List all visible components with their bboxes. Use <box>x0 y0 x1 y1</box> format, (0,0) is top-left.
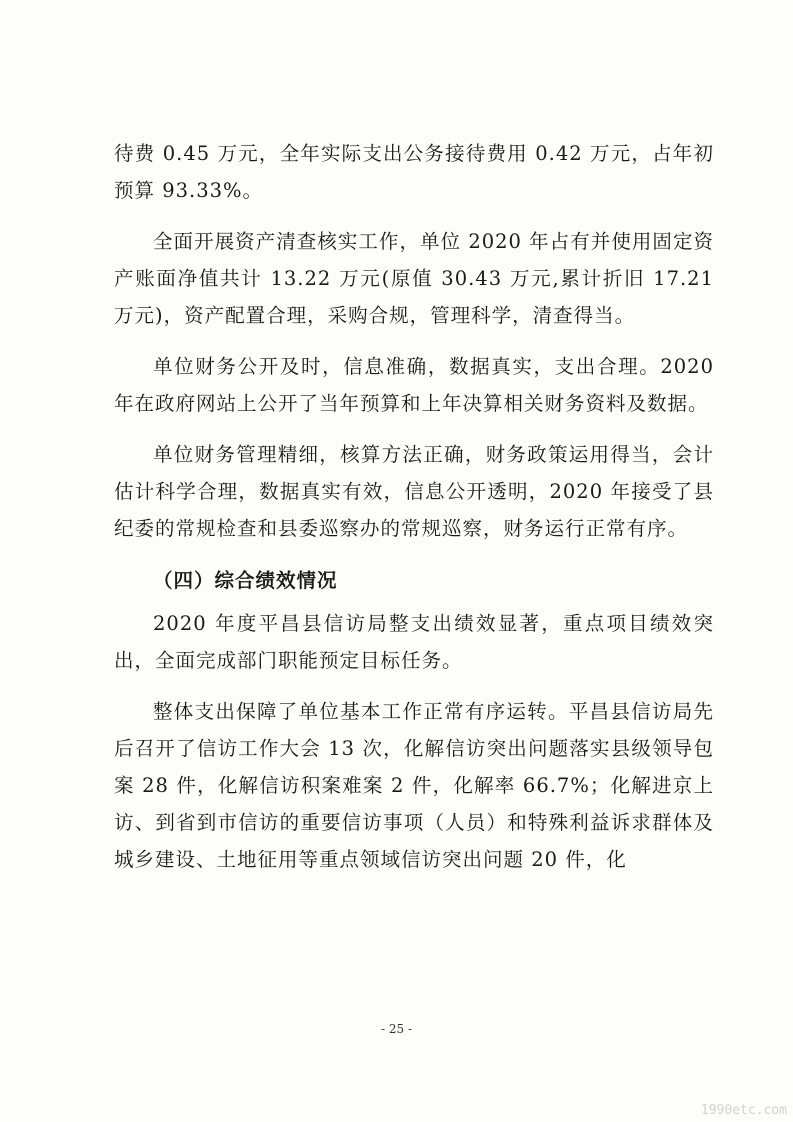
paragraph-performance-summary: 2020 年度平昌县信访局整支出绩效显著，重点项目绩效突出，全面完成部门职能预定目标任务。 <box>114 612 714 672</box>
paragraph-financial-management: 单位财务管理精细，核算方法正确，财务政策运用得当，会计估计科学合理，数据真实有效，信息公开透明，2020 年接受了县纪委的常规检查和县委巡察办的常规巡察，财务运行正常有序。 <box>114 443 714 540</box>
paragraph-work-guarantee: 整体支出保障了单位基本工作正常有序运转。平昌县信访局先后召开了信访工作大会 13 次，化解信访突出问题落实县级领导包案 28 件，化解信访积案难案 2 件，化解率 66.7%；化解进京上访、到省到市信访的重要信访事项（人员）和特殊利益诉求群体及城乡建设、土地征用等重点领域信访突出问题 20 件，化 <box>114 700 714 871</box>
section-heading: （四）综合绩效情况 <box>153 569 338 592</box>
paragraph-financial-disclosure: 单位财务公开及时，信息准确，数据真实，支出合理。2020 年在政府网站上公开了当年预算和上年决算相关财务资料及数据。 <box>114 355 714 415</box>
document-body <box>114 135 714 892</box>
paragraph-hospitality-expense: 待费 0.45 万元，全年实际支出公务接待费用 0.42 万元，占年初预算 93.33%。 <box>114 142 714 202</box>
watermark: 1990etc.com <box>700 1103 787 1118</box>
page-number: - 25 - <box>380 1022 412 1036</box>
paragraph-asset-inventory: 全面开展资产清查核实工作，单位 2020 年占有并使用固定资产账面净值共计 13.22 万元(原值 30.43 万元,累计折旧 17.21 万元)，资产配置合理，采购合规，管理科学，清查得当。 <box>114 230 714 327</box>
